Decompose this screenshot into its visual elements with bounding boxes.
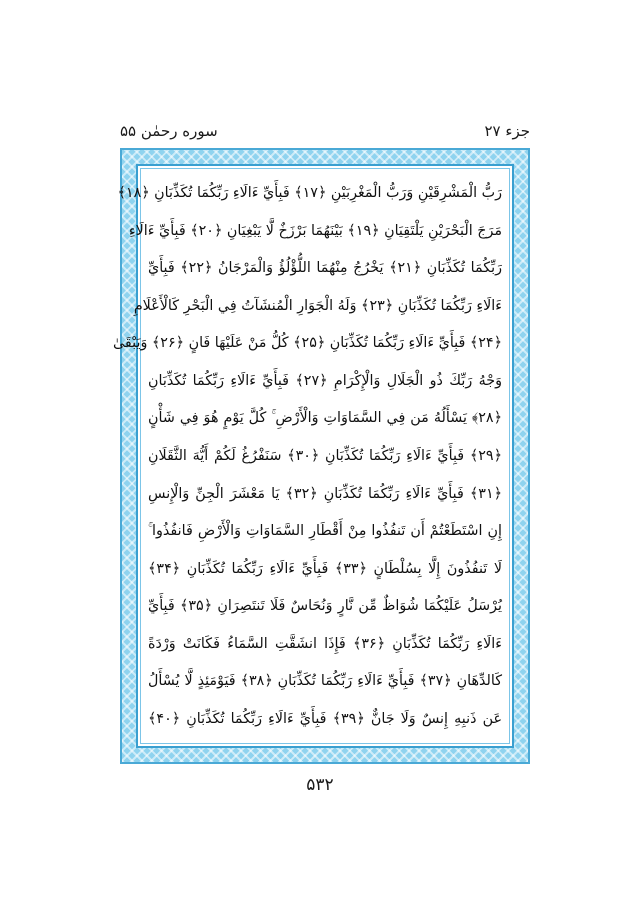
text-panel	[113, 164, 514, 748]
verse-line-13: ءَالَاءِ رَبِّكُمَا تُكَذِّبَانِ ﴿۳۶﴾ فَإِذَا انشَقَّتِ السَّمَاءُ فَكَانَتْ وَرْدَةً	[148, 635, 502, 652]
verse-line-3: رَبِّكُمَا تُكَذِّبَانِ ﴿۲۱﴾ يَخْرُجُ مِنْهُمَا اللُّؤْلُؤُ وَالْمَرْجَانُ ﴿۲۲﴾ فَبِأَيِّ	[148, 260, 502, 277]
ornamental-frame	[113, 148, 530, 764]
verse-line-12: يُرْسَلُ عَلَيْكُمَا شُوَاظٌ مِّن نَّارٍ وَنُحَاسٌ فَلَا تَنتَصِرَانِ ﴿۳۵﴾ فَبِأَيِّ	[148, 598, 502, 615]
verse-line-9: ﴿۳۱﴾ فَبِأَيِّ ءَالَاءِ رَبِّكُمَا تُكَذِّبَانِ ﴿۳۲﴾ يَا مَعْشَرَ الْجِنِّ وَالْإِنسِ	[148, 485, 503, 502]
verse-line-10: إِنِ اسْتَطَعْتُمْ أَن تَنفُذُوا مِنْ أَقْطَارِ السَّمَاوَاتِ وَالْأَرْضِ فَانفُذُوا ۚ	[148, 523, 502, 540]
surah-label: سوره رحمٰن ۵۵	[120, 122, 218, 140]
verse-line-2: مَرَجَ الْبَحْرَيْنِ يَلْتَقِيَانِ ﴿۱۹﴾ بَيْنَهُمَا بَرْزَخٌ لَّا يَبْغِيَانِ ﴿۲۰﴾ فَبِأَيِّ ءَالَاءِ	[128, 222, 502, 239]
verse-line-15: عَن ذَنبِهِ إِنسٌ وَلَا جَانٌّ ﴿۳۹﴾ فَبِأَيِّ ءَالَاءِ رَبِّكُمَا تُكَذِّبَانِ ﴿۴۰﴾	[148, 710, 502, 727]
verse-line-7: ﴿۲۸﴾ يَسْأَلُهُ مَن فِي السَّمَاوَاتِ وَالْأَرْضِ ۚ كُلَّ يَوْمٍ هُوَ فِي شَأْنٍ	[148, 410, 502, 427]
verse-line-1: رَبُّ الْمَشْرِقَيْنِ وَرَبُّ الْمَغْرِبَيْنِ ﴿۱۷﴾ فَبِأَيِّ ءَالَاءِ رَبِّكُمَا تُكَذِّبَانِ ﴿۱۸﴾	[117, 185, 502, 201]
verse-line-8: ﴿۲۹﴾ فَبِأَيِّ ءَالَاءِ رَبِّكُمَا تُكَذِّبَانِ ﴿۳۰﴾ سَنَفْرُغُ لَكُمْ أَيُّهَ الثَّقَلَانِ	[148, 447, 502, 464]
verse-line-11: لَا تَنفُذُونَ إِلَّا بِسُلْطَانٍ ﴿۳۳﴾ فَبِأَيِّ ءَالَاءِ رَبِّكُمَا تُكَذِّبَانِ ﴿۳۴﴾	[148, 560, 503, 577]
verse-lines	[113, 180, 503, 732]
page-number: ۵۳۲	[306, 775, 334, 795]
verse-line-5: ﴿۲۴﴾ فَبِأَيِّ ءَالَاءِ رَبِّكُمَا تُكَذِّبَانِ ﴿۲۵﴾ كُلُّ مَنْ عَلَيْهَا فَانٍ ﴿۲۶﴾ وَيَبْقَىٰ	[113, 335, 502, 352]
verse-line-6: وَجْهُ رَبِّكَ ذُو الْجَلَالِ وَالْإِكْرَامِ ﴿۲۷﴾ فَبِأَيِّ ءَالَاءِ رَبِّكُمَا تُكَذِّبَانِ	[148, 372, 503, 389]
juz-label: جزء ۲۷	[484, 122, 530, 140]
verse-line-14: كَالدِّهَانِ ﴿۳۷﴾ فَبِأَيِّ ءَالَاءِ رَبِّكُمَا تُكَذِّبَانِ ﴿۳۸﴾ فَيَوْمَئِذٍ لَّا يُسْأَلُ	[148, 673, 503, 690]
page-header	[120, 118, 530, 144]
verse-line-4: ءَالَاءِ رَبِّكُمَا تُكَذِّبَانِ ﴿۲۳﴾ وَلَهُ الْجَوَارِ الْمُنشَآتُ فِي الْبَحْرِ كَالْأَعْلَامِ	[133, 297, 502, 314]
